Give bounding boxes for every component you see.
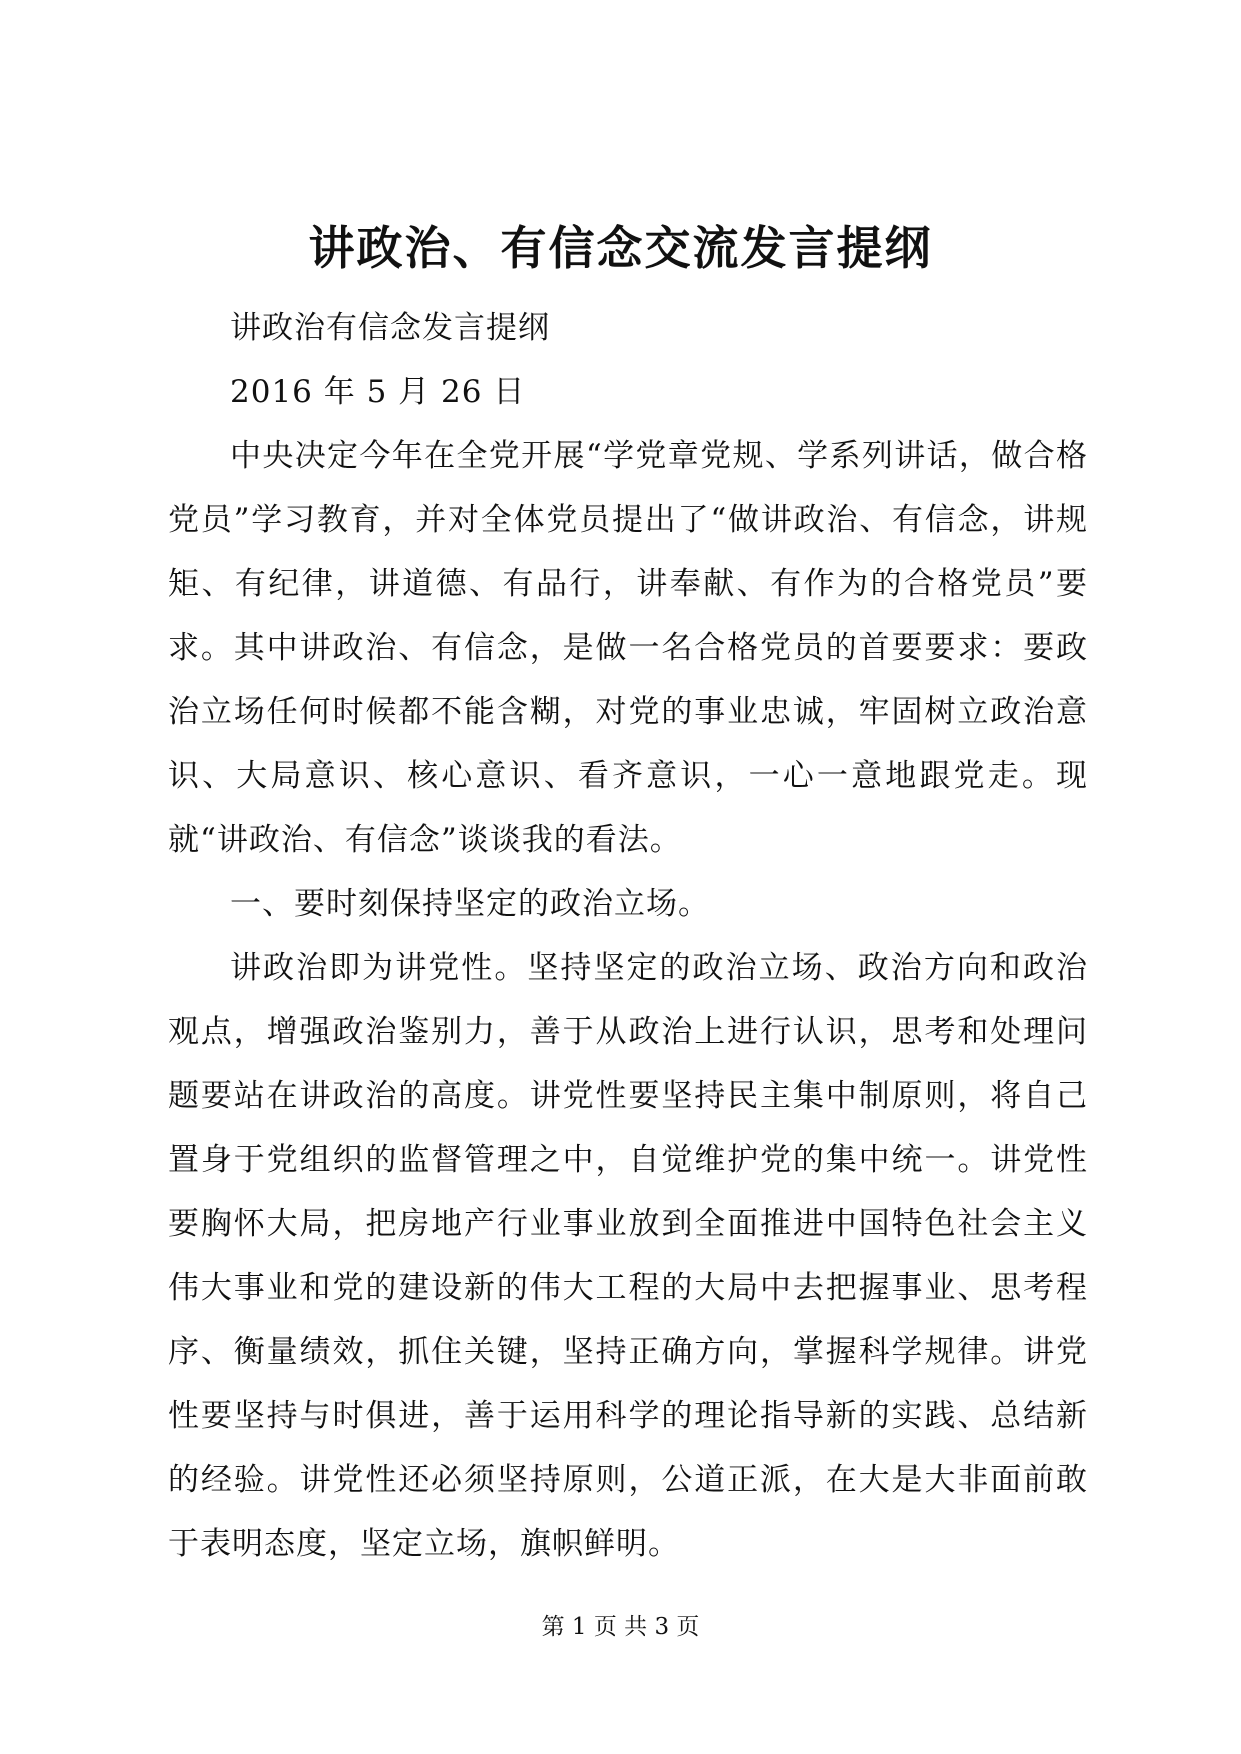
section-1-paragraph: 讲政治即为讲党性。坚持坚定的政治立场、政治方向和政治观点，增强政治鉴别力，善于从政治上进行认识，思考和处理问题要站在讲政治的高度。讲党性要坚持民主集中制原则，将自己置身于党组织的监督管理之中，自觉维护党的集中统一。讲党性要胸怀大局，把房地产行业事业放到全面推进中国特色社会主义伟大事业和党的建设新的伟大工程的大局中去把握事业、思考程序、衡量绩效，抓住关键，坚持正确方向，掌握科学规律。讲党性要坚持与时俱进，善于运用科学的理论指导新的实践、总结新的经验。讲党性还必须坚持原则，公道正派，在大是大非面前敢于表明态度，坚定立场，旗帜鲜明。	[168, 950, 1088, 1562]
subtitle-paragraph: 讲政治有信念发言提纲	[230, 310, 550, 346]
section-heading-1: 一、要时刻保持坚定的政治立场。	[230, 886, 710, 922]
date-paragraph: 2016 年 5 月 26 日	[230, 374, 526, 410]
page-footer: 第 1 页 共 3 页	[541, 1614, 700, 1640]
document-body	[168, 296, 1088, 1576]
intro-paragraph: 中央决定今年在全党开展“学党章党规、学系列讲话，做合格党员”学习教育，并对全体党员提出了“做讲政治、有信念，讲规矩、有纪律，讲道德、有品行，讲奉献、有作为的合格党员”要求。其中讲政治、有信念，是做一名合格党员的首要要求：要政治立场任何时候都不能含糊，对党的事业忠诚，牢固树立政治意识、大局意识、核心意识、看齐意识，一心一意地跟党走。现就“讲政治、有信念”谈谈我的看法。	[168, 438, 1088, 858]
document-title: 讲政治、有信念交流发言提纲	[308, 221, 933, 275]
